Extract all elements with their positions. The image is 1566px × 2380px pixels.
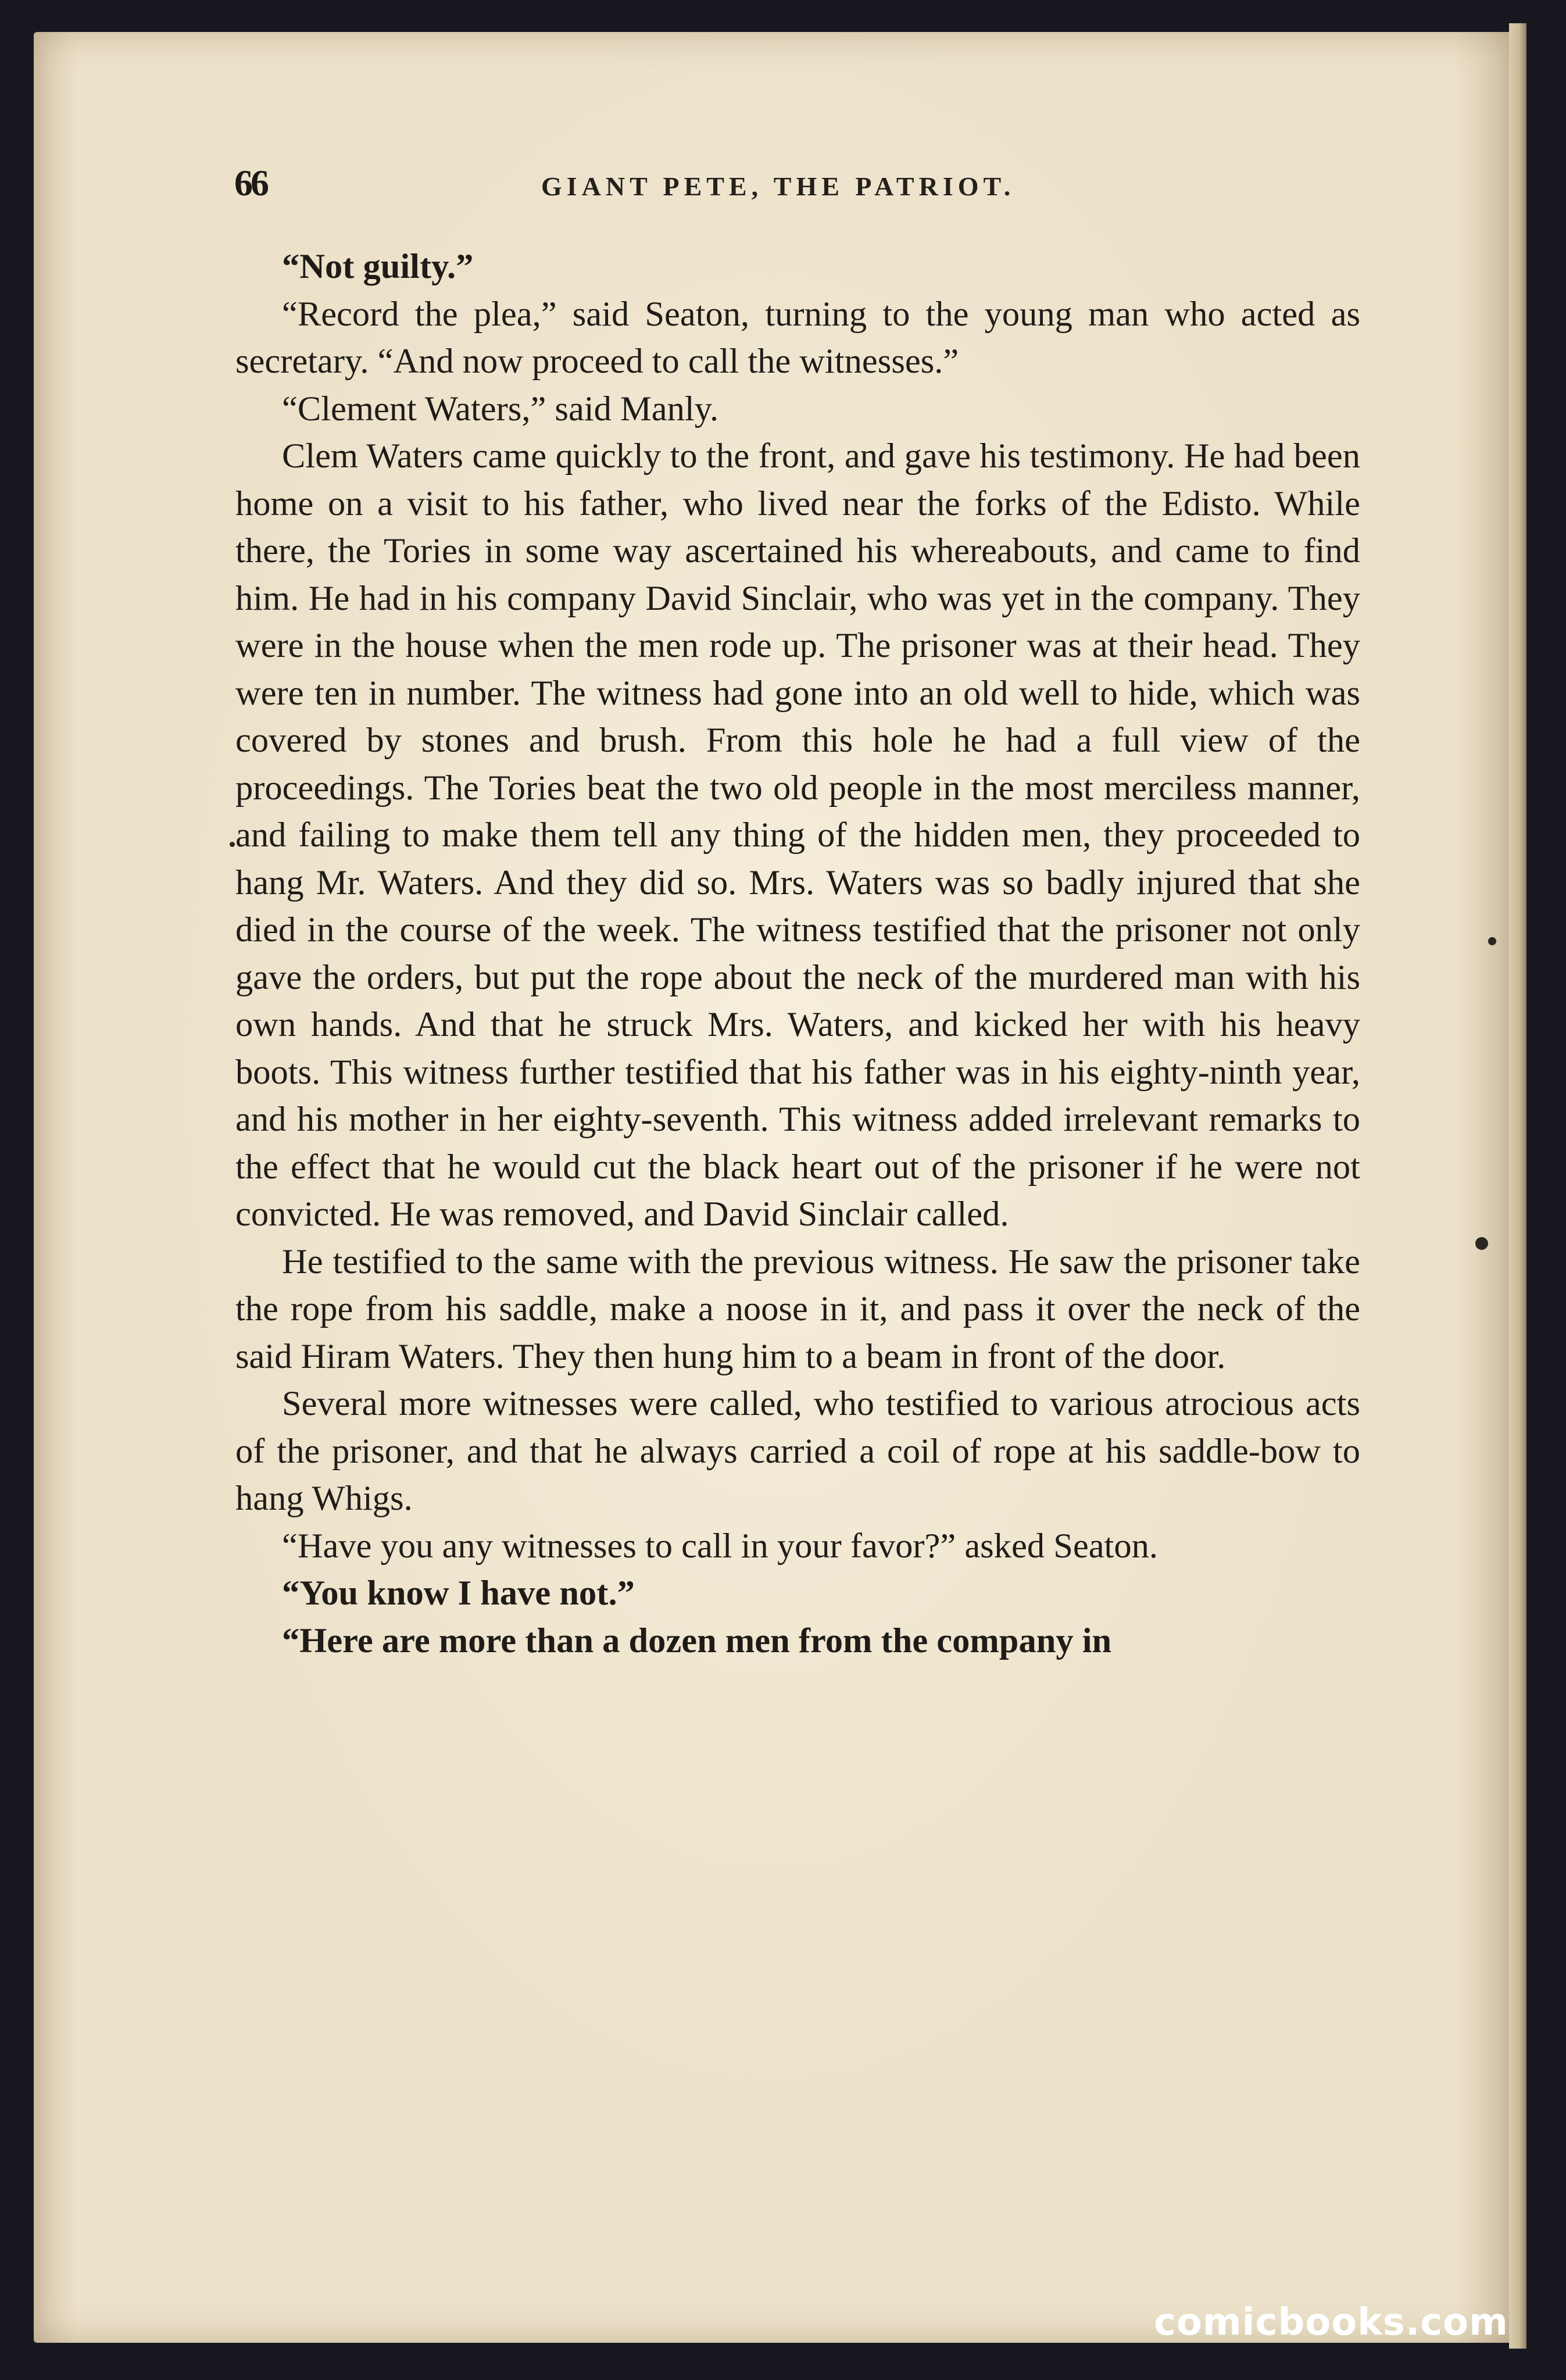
- paragraph: “Have you any witnesses to call in your favor?” asked Seaton.: [282, 1526, 1158, 1566]
- running-head: GIANT PETE, THE PATRIOT.: [541, 171, 1016, 201]
- paragraph: Several more witnesses were called, who testified to various atrocious acts of the prisoner, and that he always carried a coil of rope at his saddle-bow to hang Whigs.: [235, 1384, 1360, 1518]
- page-header: [201, 157, 1363, 203]
- paragraph: “Here are more than a dozen men from the company in: [282, 1621, 1112, 1660]
- page-number: 66: [234, 162, 267, 203]
- page-edge: [1509, 23, 1526, 2349]
- paragraph: He testified to the same with the previous witness. He saw the prisoner take the rope from his saddle, make a noose in it, and pass it over the neck of the said Hiram Waters. They then hung him to a beam in front of the door.: [235, 1242, 1360, 1376]
- paragraph: “Record the plea,” said Seaton, turning to the young man who acted as secretary. “And now proceed to call the witnesses.”: [235, 294, 1360, 381]
- watermark: comicbooks.com: [1154, 2301, 1508, 2344]
- page-text: [235, 243, 1360, 1664]
- ink-speck: [230, 842, 235, 847]
- paragraph: “Not guilty.”: [282, 247, 474, 286]
- paragraph: Clem Waters came quickly to the front, and gave his testimony. He had been home on a visit to his father, who lived near the forks of the Edisto. While there, the Tories in some way ascertained his whereabouts, and came to find him. He had in his company David Sinclair, who was yet in the company. They were in the house when the men rode up. The prisoner was at their head. They were ten in number. The witness had gone into an old well to hide, which was covered by stones and brush. From this hole he had a full view of the proceedings. The Tories beat the two old people in the most merciless manner, and failing to make them tell any thing of the hidden men, they proceeded to hang Mr. Waters. And they did so. Mrs. Waters was so badly injured that she died in the course of the week. The witness testified that the prisoner not only gave the orders, but put the rope about the neck of the murdered man with his own hands. And that he struck Mrs. Waters, and kicked her with his heavy boots. This witness further testified that his father was in his eighty-ninth year, and his mother in her eighty-seventh. This witness added irrelevant remarks to the effect that he would cut the black heart out of the prisoner if he were not convicted. He was removed, and David Sinclair called.: [235, 437, 1360, 1234]
- paragraph: “You know I have not.”: [282, 1574, 635, 1613]
- ink-speck: [1475, 1237, 1488, 1250]
- ink-speck: [1488, 937, 1496, 945]
- paragraph: “Clement Waters,” said Manly.: [282, 389, 719, 428]
